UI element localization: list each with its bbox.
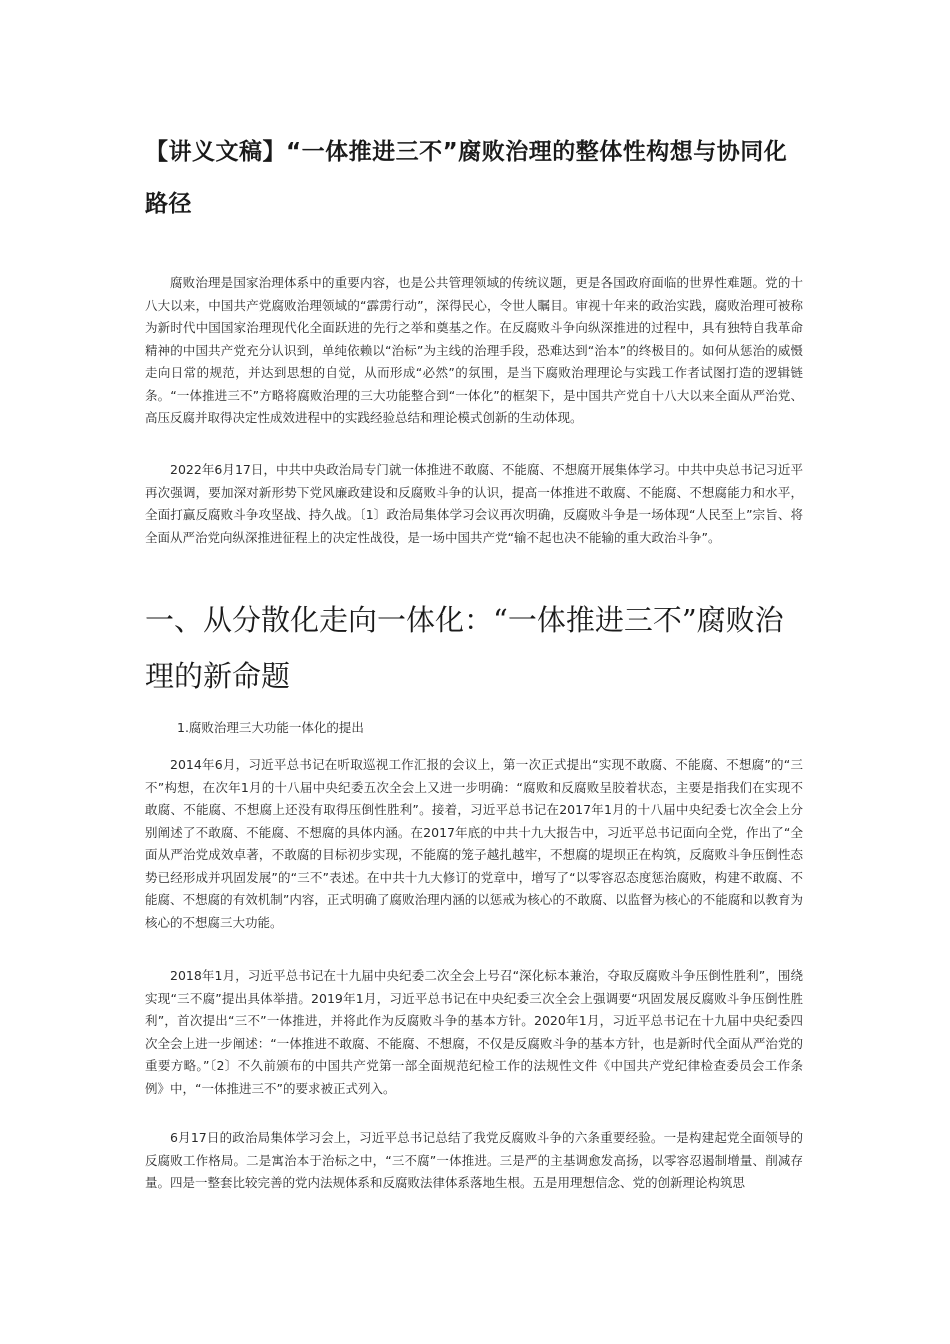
- section-paragraph-1: 2014年6月，习近平总书记在听取巡视工作汇报的会议上，第一次正式提出“实现不敢腐、不能腐、不想腐”的“三不”构想，在次年1月的十八届中央纪委五次全会上又进一步明确：“腐败和反腐败呈胶着状态，主要是指我们在实现不敢腐、不能腐、不想腐上还没有取得压倒性胜利”。接着，习近平总书记在2017年1月的十八届中央纪委七次全会上分别阐述了不敢腐、不能腐、不想腐的具体内涵。在2017年底的中共十九大报告中，习近平总书记面向全党，作出了“全面从严治党成效卓著，不敢腐的目标初步实现，不能腐的笼子越扎越牢，不想腐的堤坝正在构筑，反腐败斗争压倒性态势已经形成并巩固发展”的“三不”表述。在中共十九大修订的党章中，增写了“以零容忍态度惩治腐败，构建不敢腐、不能腐、不想腐的有效机制”内容，正式明确了腐败治理内涵的以惩戒为核心的不敢腐、以监督为核心的不能腐和以教育为核心的不想腐三大功能。: [145, 757, 803, 930]
- intro-paragraph-2: 2022年6月17日，中共中央政治局专门就一体推进不敢腐、不能腐、不想腐开展集体学习。中共中央总书记习近平再次强调，要加深对新形势下党风廉政建设和反腐败斗争的认识，提高一体推进不敢腐、不能腐、不想腐能力和水平，全面打赢反腐败斗争攻坚战、持久战。〔1〕政治局集体学习会议再次明确，反腐败斗争是一场体现“人民至上”宗旨、将全面从严治党向纵深推进征程上的决定性战役，是一场中国共产党“输不起也决不能输的重大政治斗争”。: [145, 462, 803, 545]
- section-paragraph-2: 2018年1月，习近平总书记在十九届中央纪委二次全会上号召“深化标本兼治，夺取反腐败斗争压倒性胜利”，围绕实现“三不腐”提出具体举措。2019年1月，习近平总书记在中央纪委三次全会上强调要“巩固发展反腐败斗争压倒性胜利”，首次提出“三不”一体推进，并将此作为反腐败斗争的基本方针。2020年1月，习近平总书记在十九届中央纪委四次全会上进一步阐述：“一体推进不敢腐、不能腐、不想腐，不仅是反腐败斗争的基本方针，也是新时代全面从严治党的重要方略。”〔2〕不久前颁布的中国共产党第一部全面规范纪检工作的法规性文件《中国共产党纪律检查委员会工作条例》中，“一体推进三不”的要求被正式列入。: [145, 968, 803, 1096]
- intro-paragraph-1: 腐败治理是国家治理体系中的重要内容，也是公共管理领域的传统议题，更是各国政府面临的世界性难题。党的十八大以来，中国共产党腐败治理领域的“霹雳行动”，深得民心，令世人瞩目。审视十年来的政治实践，腐败治理可被称为新时代中国国家治理现代化全面跃进的先行之举和奠基之作。在反腐败斗争向纵深推进的过程中，具有独特自我革命精神的中国共产党充分认识到，单纯依赖以“治标”为主线的治理手段，恐难达到“治本”的终极目的。如何从惩治的威慑走向日常的规范，并达到思想的自觉，从而形成“必然”的氛围，是当下腐败治理理论与实践工作者试图打造的逻辑链条。“一体推进三不”方略将腐败治理的三大功能整合到“一体化”的框架下，是中国共产党自十八大以来全面从严治党、高压反腐并取得决定性成效进程中的实践经验总结和理论模式创新的生动体现。: [145, 275, 803, 425]
- subheading: 1.腐败治理三大功能一体化的提出: [177, 720, 364, 735]
- section-heading: 一、从分散化走向一体化：“一体推进三不”腐败治理的新命题: [145, 603, 784, 693]
- document-title: 【讲义文稿】“一体推进三不”腐败治理的整体性构想与协同化路径: [145, 139, 788, 217]
- section-paragraph-3: 6月17日的政治局集体学习会上，习近平总书记总结了我党反腐败斗争的六条重要经验。一是构建起党全面领导的反腐败工作格局。二是寓治本于治标之中，“三不腐”一体推进。三是严的主基调愈发高扬，以零容忍遏制增量、削减存量。四是一整套比较完善的党内法规体系和反腐败法律体系落地生根。五是用理想信念、党的创新理论构筑思: [145, 1130, 803, 1190]
